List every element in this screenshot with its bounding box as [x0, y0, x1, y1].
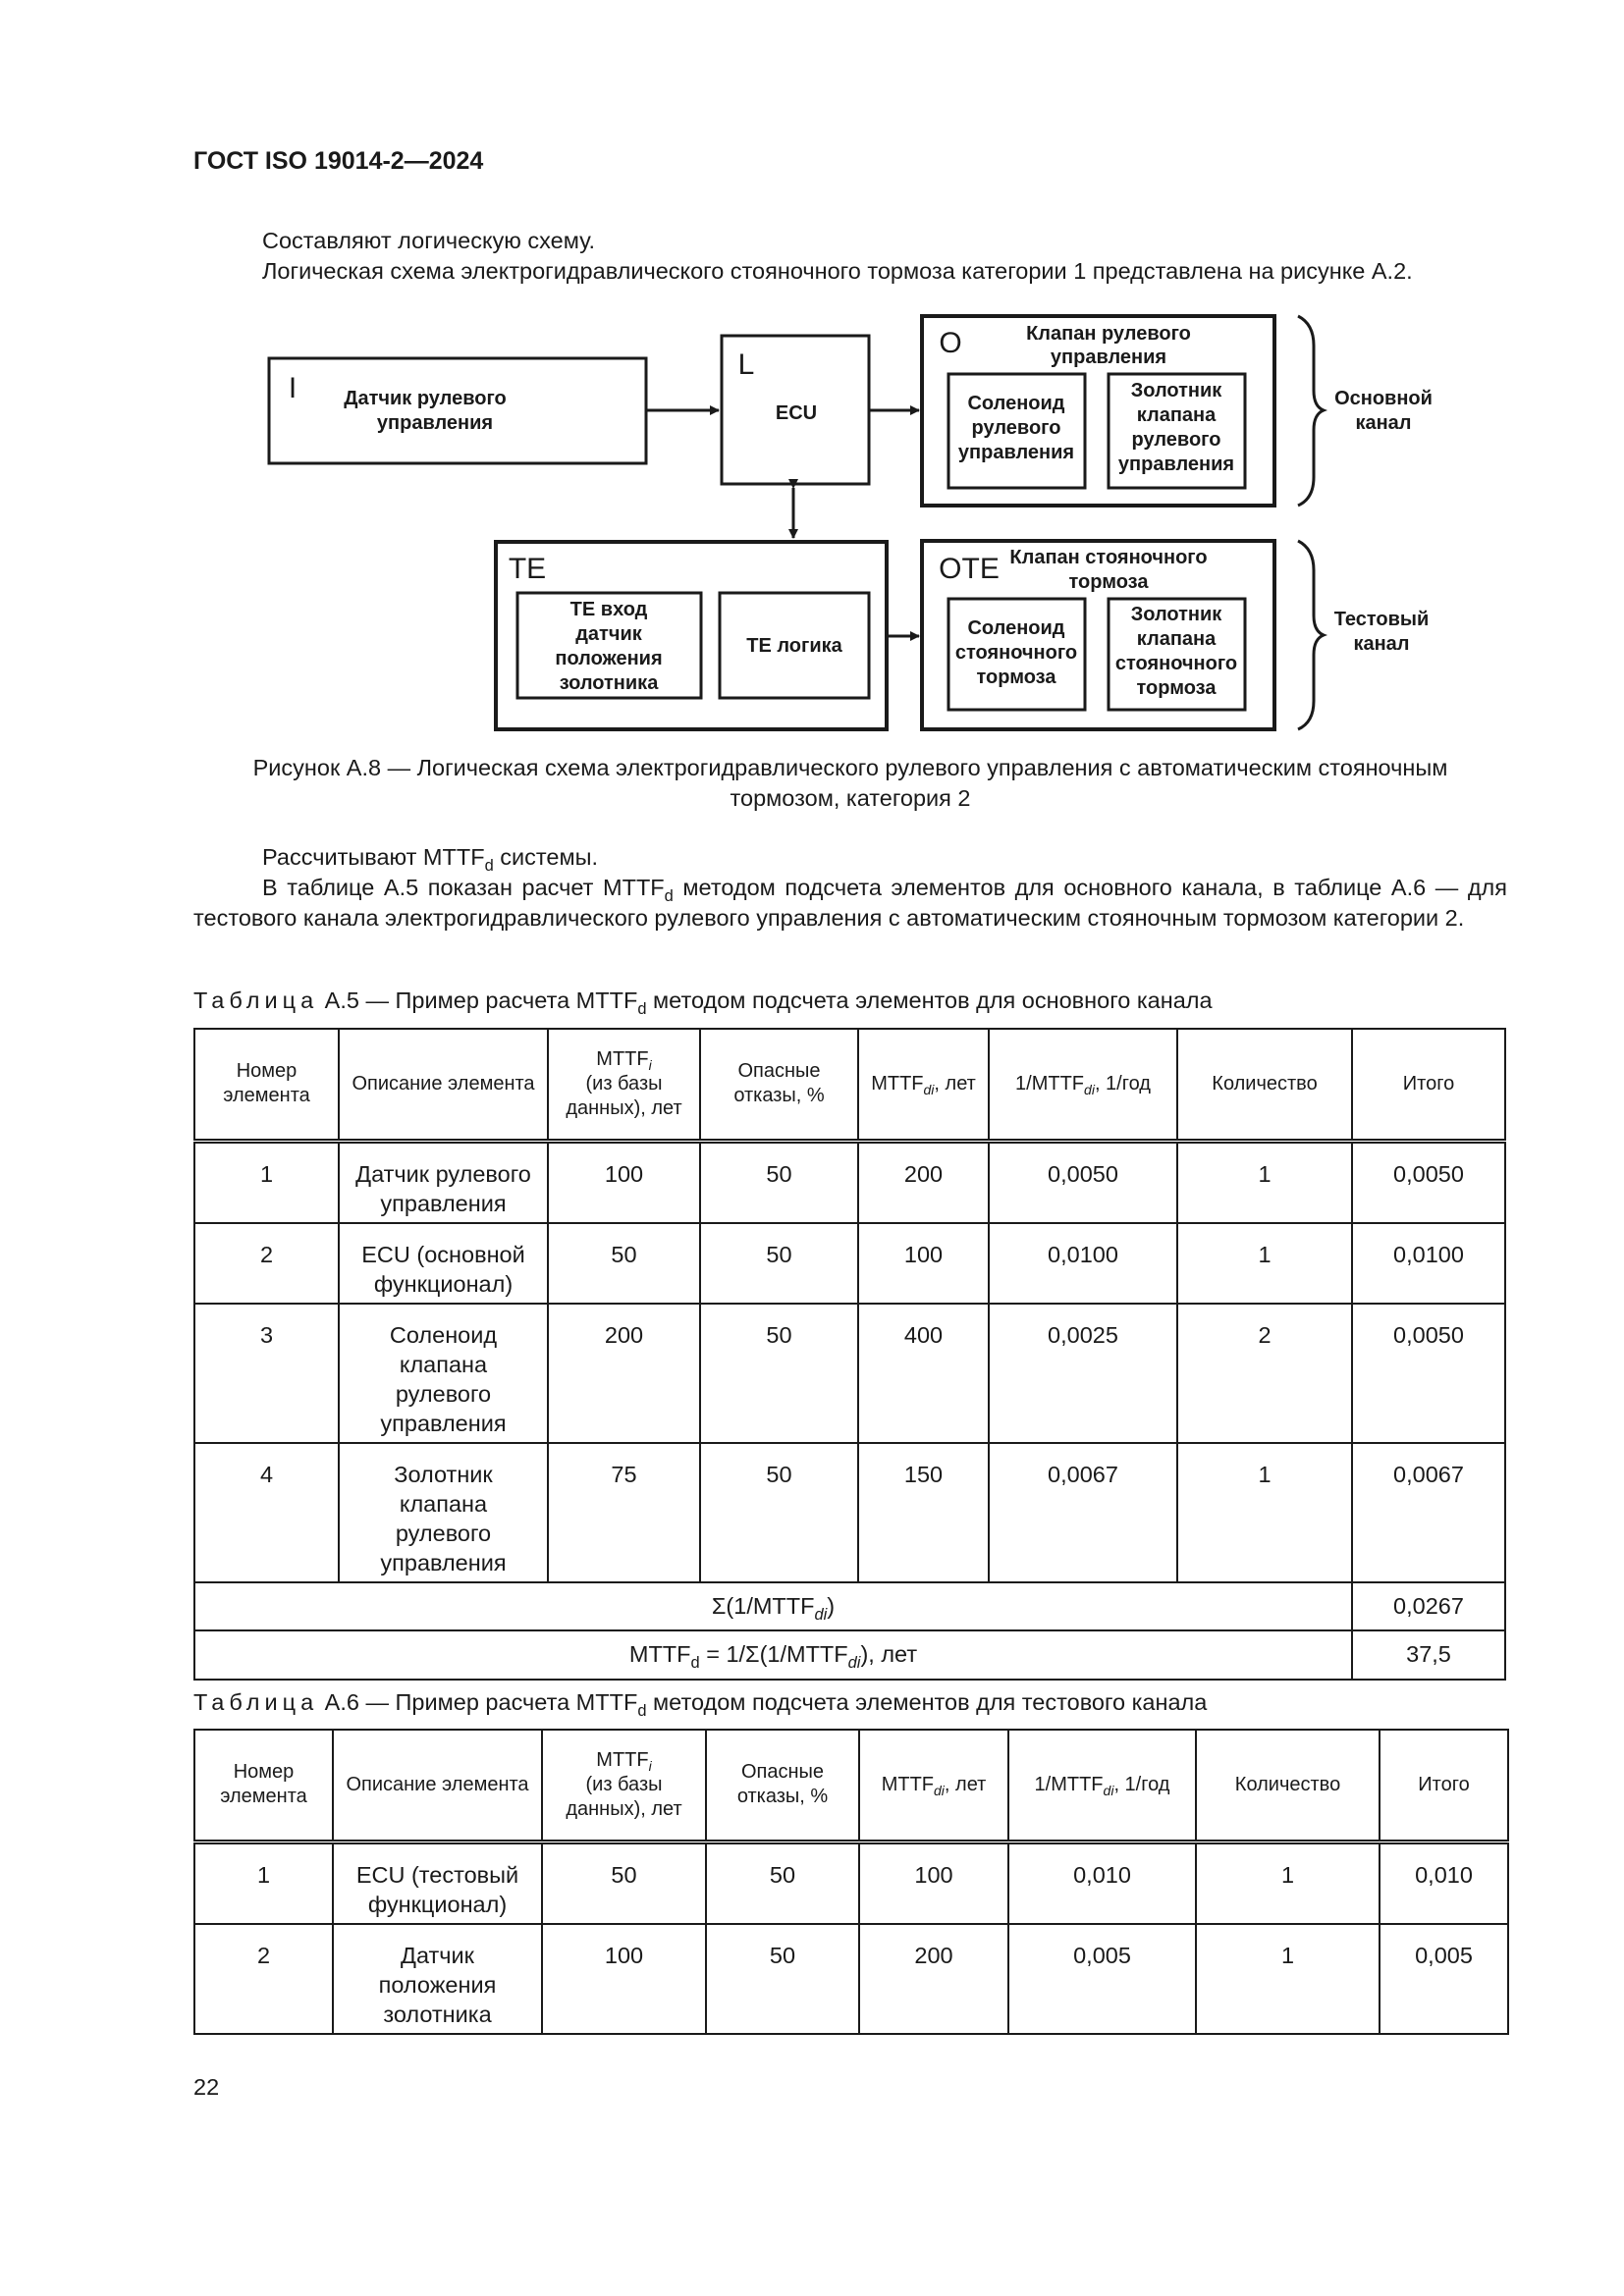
table-a5-caption: Таблица А.5 — Пример расчета $MTTF_d$ методом подсчета элементов для основного канала	[193, 988, 1213, 1018]
table-row	[194, 1223, 1505, 1304]
table-row	[194, 1924, 1508, 2034]
cell-qty: 1	[1196, 1924, 1380, 2034]
header-inverse: $1/MTTF_{di}$, 1/год	[989, 1029, 1177, 1141]
block-o-sub2-line-2: клапана	[1136, 404, 1217, 426]
cell-mttfdi: 150	[858, 1443, 989, 1582]
table-row	[194, 1842, 1508, 1924]
header-mttfdi: $MTTF_{di}$, лет	[858, 1029, 989, 1141]
block-ote-sub2-line-4: тормоза	[1136, 677, 1217, 699]
table-sum-row	[194, 1582, 1505, 1630]
cell-mttfdi: 200	[859, 1924, 1008, 2034]
cell-num: 1	[194, 1141, 339, 1223]
cell-mttfdi: 100	[858, 1223, 989, 1304]
cell-inverse: 0,0100	[989, 1223, 1177, 1304]
header-num: Номер элемента	[194, 1730, 333, 1842]
cell-desc: Датчик положения золотника	[333, 1924, 542, 2034]
cell-dangerous: 50	[700, 1443, 858, 1582]
cell-num: 2	[194, 1924, 333, 2034]
block-l-label: ECU	[775, 402, 818, 424]
cell-mttfi: 75	[548, 1443, 700, 1582]
figure-caption	[193, 753, 1507, 814]
header-inverse: $1/MTTF_{di}$, 1/год	[1008, 1730, 1196, 1842]
block-o-title-1: Клапан рулевого	[1026, 323, 1191, 345]
cell-total: 0,010	[1380, 1842, 1508, 1924]
sum-value: 0,0267	[1352, 1582, 1505, 1630]
cell-qty: 2	[1177, 1304, 1352, 1443]
cell-total: 0,005	[1380, 1924, 1508, 2034]
block-o-sub2-line-1: Золотник	[1130, 380, 1222, 401]
page-number: 22	[193, 2074, 220, 2100]
cell-mttfi: 200	[548, 1304, 700, 1443]
block-i-label-2: управления	[376, 412, 494, 434]
table-a6-caption: Таблица А.6 — Пример расчета $MTTF_d$ методом подсчета элементов для тестового канала	[193, 1689, 1208, 1720]
cell-mttfdi: 200	[858, 1141, 989, 1223]
block-l-letter: L	[737, 348, 755, 381]
block-te-sub1-line-1: TE вход	[569, 599, 648, 620]
block-ote-letter: OTE	[939, 553, 1000, 585]
cell-qty: 1	[1177, 1443, 1352, 1582]
header-total: Итого	[1380, 1730, 1508, 1842]
table-row	[194, 1141, 1505, 1223]
cell-total: 0,0050	[1352, 1141, 1505, 1223]
logic-diagram	[0, 0, 1624, 766]
result-label: $MTTF_d$ = $1/\Sigma(1/MTTF_{di})$, лет	[194, 1630, 1352, 1680]
block-i-label-1: Датчик рулевого	[344, 388, 507, 409]
block-ote-sub1-line-2: стояночного	[954, 642, 1078, 664]
test-channel-label-2: канал	[1353, 633, 1410, 655]
block-te-sub1-line-3: положения	[555, 648, 663, 669]
result-value: 37,5	[1352, 1630, 1505, 1680]
table-result-row	[194, 1630, 1505, 1680]
header-mttfi: $MTTF_i$ (из базы данных), лет	[542, 1730, 706, 1842]
cell-inverse: 0,0067	[989, 1443, 1177, 1582]
table-a5	[193, 1028, 1506, 1681]
intro-line-1: Составляют логическую схему.	[262, 228, 596, 253]
header-num: Номер элемента	[194, 1029, 339, 1141]
block-i-letter: I	[288, 372, 298, 404]
cell-total: 0,0050	[1352, 1304, 1505, 1443]
header-mttfi: $MTTF_i$ (из базы данных), лет	[548, 1029, 700, 1141]
cell-dangerous: 50	[700, 1141, 858, 1223]
cell-desc: Датчик рулевого управления	[339, 1141, 548, 1223]
block-o-sub2-line-4: управления	[1117, 454, 1235, 475]
table-a5-header-row	[194, 1029, 1505, 1141]
block-o-title-2: управления	[1050, 347, 1167, 368]
calc-paragraph-1: Рассчитывают $MTTF_d$ системы.	[262, 844, 599, 875]
block-ote-sub2-line-3: стояночного	[1114, 653, 1238, 674]
header-desc: Описание элемента	[339, 1029, 548, 1141]
cell-dangerous: 50	[700, 1304, 858, 1443]
cell-mttfi: 50	[548, 1223, 700, 1304]
block-ote-title-1: Клапан стояночного	[1009, 547, 1208, 568]
block-i-frame	[269, 358, 646, 463]
cell-qty: 1	[1177, 1223, 1352, 1304]
block-o-sub1-line-1: Соленоид	[967, 393, 1065, 414]
document-header: ГОСТ ISO 19014-2—2024	[193, 147, 484, 175]
block-ote-sub1-line-1: Соленоид	[967, 617, 1065, 639]
brace-test-channel	[1298, 541, 1324, 729]
block-te-sub2-label: TE логика	[746, 635, 842, 657]
block-o-sub2-line-3: рулевого	[1131, 429, 1221, 451]
block-te-sub1-line-2: датчик	[575, 623, 642, 645]
cell-num: 2	[194, 1223, 339, 1304]
table-row	[194, 1304, 1505, 1443]
cell-mttfi: 50	[542, 1842, 706, 1924]
block-ote-sub2-line-2: клапана	[1136, 628, 1217, 650]
cell-qty: 1	[1196, 1842, 1380, 1924]
calc-paragraph-2: В таблице А.5 показан расчет $MTTF_d$ методом подсчета элементов для основного канала, в таблице А.6 — для тестового канала электрогидравлического рулевого управления с автоматическим стояночным тормозом категории 2.	[193, 875, 1507, 931]
cell-mttfdi: 100	[859, 1842, 1008, 1924]
table-a6-header-row	[194, 1730, 1508, 1842]
main-channel-label-1: Основной	[1334, 388, 1433, 409]
cell-num: 1	[194, 1842, 333, 1924]
cell-total: 0,0067	[1352, 1443, 1505, 1582]
header-total: Итого	[1352, 1029, 1505, 1141]
block-o-sub1-line-3: управления	[957, 442, 1075, 463]
cell-total: 0,0100	[1352, 1223, 1505, 1304]
cell-inverse: 0,010	[1008, 1842, 1196, 1924]
block-o-letter: O	[939, 327, 962, 359]
cell-dangerous: 50	[706, 1924, 859, 2034]
block-te-sub1-line-4: золотника	[559, 672, 659, 694]
table-row	[194, 1443, 1505, 1582]
block-ote-sub2-line-1: Золотник	[1130, 604, 1222, 625]
header-mttfdi: $MTTF_{di}$, лет	[859, 1730, 1008, 1842]
header-desc: Описание элемента	[333, 1730, 542, 1842]
table-a6	[193, 1729, 1509, 2035]
test-channel-label-1: Тестовый	[1333, 609, 1430, 630]
cell-qty: 1	[1177, 1141, 1352, 1223]
header-dangerous: Опасные отказы, %	[700, 1029, 858, 1141]
header-dangerous: Опасные отказы, %	[706, 1730, 859, 1842]
cell-inverse: 0,0050	[989, 1141, 1177, 1223]
cell-num: 4	[194, 1443, 339, 1582]
intro-line-2: Логическая схема электрогидравлического стояночного тормоза категории 1 представлена на рисунке А.2.	[262, 258, 1413, 284]
cell-desc: Золотник клапана рулевого управления	[339, 1443, 548, 1582]
block-te-letter: TE	[508, 553, 547, 585]
main-channel-label-2: канал	[1355, 412, 1412, 434]
cell-desc: ECU (тестовый функционал)	[333, 1842, 542, 1924]
cell-inverse: 0,0025	[989, 1304, 1177, 1443]
brace-main-channel	[1298, 316, 1324, 506]
cell-inverse: 0,005	[1008, 1924, 1196, 2034]
cell-num: 3	[194, 1304, 339, 1443]
cell-desc: Соленоид клапана рулевого управления	[339, 1304, 548, 1443]
block-o-sub1-line-2: рулевого	[971, 417, 1061, 439]
cell-mttfi: 100	[542, 1924, 706, 2034]
cell-mttfi: 100	[548, 1141, 700, 1223]
header-qty: Количество	[1177, 1029, 1352, 1141]
cell-desc: ECU (основной функционал)	[339, 1223, 548, 1304]
cell-dangerous: 50	[706, 1842, 859, 1924]
block-ote-sub1-line-3: тормоза	[976, 667, 1056, 688]
figure-caption-line-2: тормозом, категория 2	[730, 785, 971, 811]
cell-mttfdi: 400	[858, 1304, 989, 1443]
figure-caption-line-1: Рисунок А.8 — Логическая схема электрогидравлического рулевого управления с автоматическим стояночным	[252, 755, 1448, 780]
block-ote-title-2: тормоза	[1068, 571, 1149, 593]
header-qty: Количество	[1196, 1730, 1380, 1842]
sum-label: $\Sigma(1/MTTF_{di})$	[194, 1582, 1352, 1630]
cell-dangerous: 50	[700, 1223, 858, 1304]
